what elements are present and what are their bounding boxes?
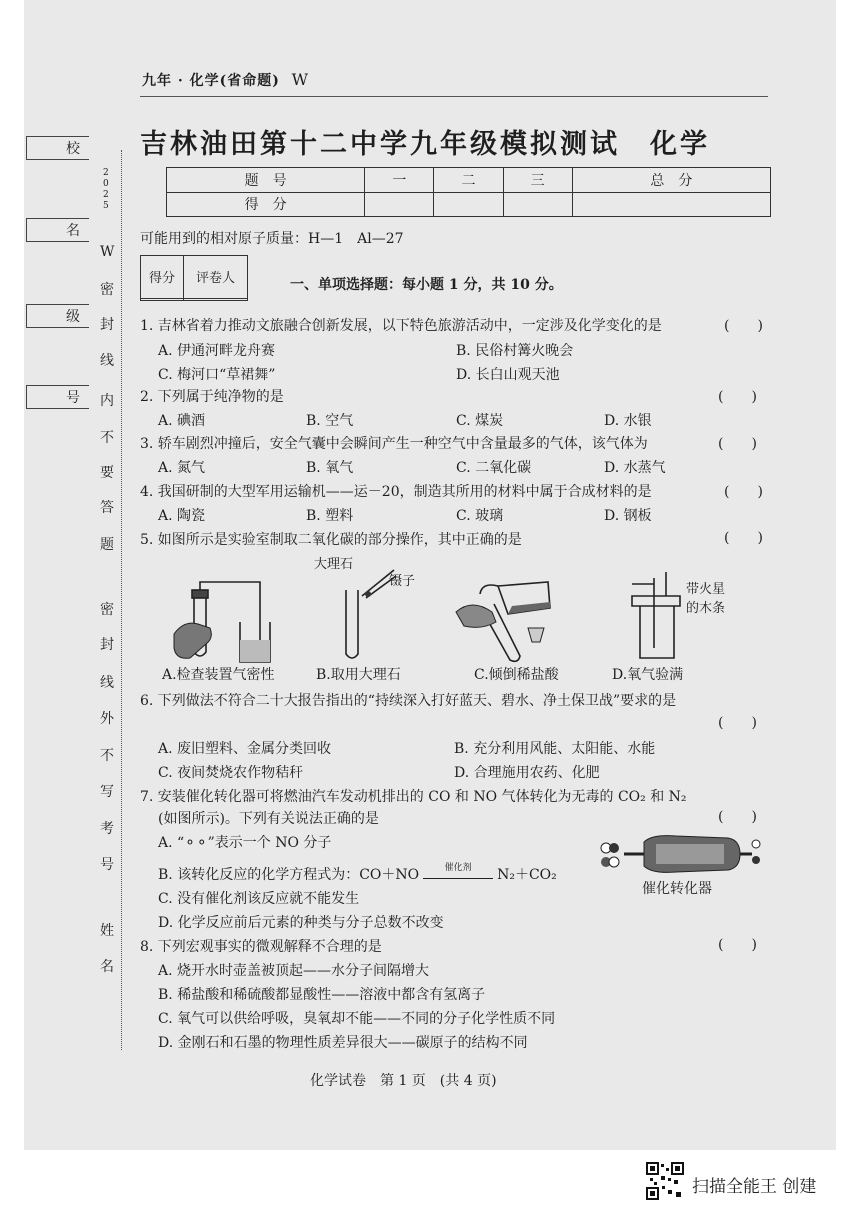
score-cell[interactable]	[365, 192, 434, 217]
q1-stem: 1. 吉林省着力推动文旅融合创新发展，以下特色旅游活动中，一定涉及化学变化的是	[140, 318, 662, 334]
side-char: 不	[100, 748, 114, 764]
q3-answer-paren[interactable]: ( )	[718, 436, 757, 452]
side-char: 写	[100, 784, 114, 800]
side-char: 题	[100, 537, 114, 553]
oxygen-test-figure	[628, 570, 688, 664]
q8-stem: 8. 下列宏观事实的微观解释不合理的是	[140, 939, 382, 955]
q1-option-c[interactable]: C. 梅河口“草裙舞”	[158, 367, 276, 383]
side-char: W	[100, 244, 115, 260]
q7-option-d[interactable]: D. 化学反应前后元素的种类与分子总数不改变	[158, 915, 444, 931]
converter-label: 催化转化器	[642, 881, 712, 897]
q5-option-d[interactable]: D.氧气验满	[612, 667, 684, 683]
side-char: 号	[100, 857, 114, 873]
section-heading: 一、单项选择题：每小题 1 分，共 10 分。	[290, 277, 563, 293]
airtight-check-figure	[168, 578, 278, 666]
marble-pickup-figure	[328, 568, 398, 666]
q3-stem: 3. 轿车剧烈冲撞后，安全气囊中会瞬间产生一种空气中含量最多的气体，该气体为	[140, 436, 648, 452]
score-cell[interactable]	[572, 192, 770, 217]
q1-option-a[interactable]: A. 伊通河畔龙舟赛	[158, 343, 276, 359]
catalyst-label: 催化剂	[444, 863, 472, 873]
q2-option-b[interactable]: B. 空气	[306, 413, 354, 429]
score-row-label: 得 分	[167, 192, 365, 217]
q5-stem: 5. 如图所示是实验室制取二氧化碳的部分操作，其中正确的是	[140, 532, 522, 548]
q3-option-c[interactable]: C. 二氧化碳	[456, 460, 532, 476]
side-char: 封	[100, 317, 114, 333]
q6-stem: 6. 下列做法不符合二十大报告指出的“持续深入打好蓝天、碧水、净土保卫战”要求的是	[140, 693, 677, 709]
side-char: 要	[100, 465, 114, 481]
q3-option-b[interactable]: B. 氧气	[306, 460, 354, 476]
q2-option-c[interactable]: C. 煤炭	[456, 413, 504, 429]
side-char: 考	[100, 821, 114, 837]
q7-option-b[interactable]: B. 该转化反应的化学方程式为：CO＋NO $^{催化剂}$ N₂＋CO₂	[158, 863, 557, 883]
q2-option-a[interactable]: A. 碘酒	[158, 413, 206, 429]
scanner-watermark: 扫描全能王 创建	[692, 1177, 817, 1197]
fig-label-marble: 大理石	[314, 557, 354, 572]
q8-option-a[interactable]: A. 烧开水时壶盖被顶起——水分子间隔增大	[158, 963, 430, 979]
q5-option-c[interactable]: C.倾倒稀盐酸	[474, 667, 559, 683]
q5-option-a[interactable]: A.检查装置气密性	[162, 667, 275, 683]
number-label: 号	[66, 390, 80, 406]
q7-stem-2: (如图所示)。下列有关说法正确的是	[158, 811, 379, 827]
side-char: 不	[100, 430, 114, 446]
side-char: 姓	[100, 923, 114, 939]
class-label: 级	[66, 309, 80, 325]
q1-option-b[interactable]: B. 民俗村篝火晚会	[456, 343, 574, 359]
fig-label-tweezers: 镊子	[389, 574, 416, 589]
q7-stem: 7. 安装催化转化器可将燃油汽车发动机排出的 CO 和 NO 气体转化为无毒的 CO₂ 和 N₂	[140, 789, 687, 805]
side-char: 内	[100, 393, 114, 409]
grader-box	[140, 255, 248, 301]
grader-score-label: 得分	[141, 256, 184, 299]
score-head: 题 号	[167, 168, 365, 193]
qr-code-icon	[646, 1162, 684, 1200]
side-char: 外	[100, 711, 114, 727]
q4-option-c[interactable]: C. 玻璃	[456, 508, 504, 524]
q4-stem: 4. 我国研制的大型军用运输机——运－20，制造其所用的材料中属于合成材料的是	[140, 484, 652, 500]
side-char: 答	[100, 500, 114, 516]
fig-label-ember-2: 的木条	[686, 601, 726, 616]
q2-answer-paren[interactable]: ( )	[718, 389, 757, 405]
q8-option-d[interactable]: D. 金刚石和石墨的物理性质差异很大——碳原子的结构不同	[158, 1035, 528, 1051]
q2-option-d[interactable]: D. 水银	[604, 413, 652, 429]
grader-name-cell[interactable]	[184, 298, 248, 300]
q3-option-d[interactable]: D. 水蒸气	[604, 460, 666, 476]
page-footer: 化学试卷 第 1 页 (共 4 页)	[310, 1073, 497, 1089]
q4-option-a[interactable]: A. 陶瓷	[158, 508, 206, 524]
q8-option-c[interactable]: C. 氧气可以供给呼吸，臭氧却不能——不同的分子化学性质不同	[158, 1011, 556, 1027]
score-table	[166, 167, 771, 217]
q7-answer-paren[interactable]: ( )	[718, 809, 757, 825]
q4-option-b[interactable]: B. 塑料	[306, 508, 354, 524]
side-char: 线	[100, 353, 114, 369]
grader-name-label: 评卷人	[184, 256, 248, 299]
school-label: 校	[66, 141, 80, 157]
q1-option-d[interactable]: D. 长白山观天池	[456, 367, 560, 383]
q4-answer-paren[interactable]: ( )	[724, 484, 763, 500]
fig-label-ember: 带火星	[686, 582, 726, 597]
q7-option-a[interactable]: A. “⚬⚬”表示一个 NO 分子	[158, 835, 332, 851]
header-rule	[140, 96, 768, 97]
score-head: 三	[503, 168, 572, 193]
q1-answer-paren[interactable]: ( )	[724, 318, 763, 334]
q8-option-b[interactable]: B. 稀盐酸和稀硫酸都显酸性——溶液中都含有氢离子	[158, 987, 486, 1003]
score-head: 二	[434, 168, 503, 193]
q3-option-a[interactable]: A. 氮气	[158, 460, 206, 476]
score-head: 一	[365, 168, 434, 193]
q5-option-b[interactable]: B.取用大理石	[316, 667, 401, 683]
page-title: 吉林油田第十二中学九年级模拟测试 化学	[140, 129, 710, 160]
score-cell[interactable]	[434, 192, 503, 217]
q2-stem: 2. 下列属于纯净物的是	[140, 389, 284, 405]
q5-answer-paren[interactable]: ( )	[724, 530, 763, 546]
q4-option-d[interactable]: D. 钢板	[604, 508, 652, 524]
q6-option-d[interactable]: D. 合理施用农药、化肥	[454, 765, 600, 781]
q6-option-b[interactable]: B. 充分利用风能、太阳能、水能	[454, 741, 656, 757]
q8-answer-paren[interactable]: ( )	[718, 937, 757, 953]
pour-acid-figure	[452, 568, 564, 666]
side-char: 密	[100, 282, 114, 298]
grader-score-cell[interactable]	[141, 298, 184, 300]
side-char: 密	[100, 602, 114, 618]
side-char: 封	[100, 637, 114, 653]
atomic-mass-note: 可能用到的相对原子质量：H—1 Al—27	[140, 231, 404, 247]
score-cell[interactable]	[503, 192, 572, 217]
seal-line	[121, 150, 122, 1050]
q7-option-c[interactable]: C. 没有催化剂该反应就不能发生	[158, 891, 360, 907]
score-head: 总 分	[572, 168, 770, 193]
year-vertical: 2 0 2 5	[103, 168, 109, 211]
side-char: 名	[100, 959, 114, 975]
q6-option-c[interactable]: C. 夜间焚烧农作物秸秆	[158, 765, 304, 781]
q6-answer-paren[interactable]: ( )	[718, 715, 757, 731]
name-label: 名	[66, 223, 80, 239]
q6-option-a[interactable]: A. 废旧塑料、金属分类回收	[158, 741, 332, 757]
header-course: 九年 · 化学(省命题) W	[142, 70, 310, 89]
side-char: 线	[100, 675, 114, 691]
